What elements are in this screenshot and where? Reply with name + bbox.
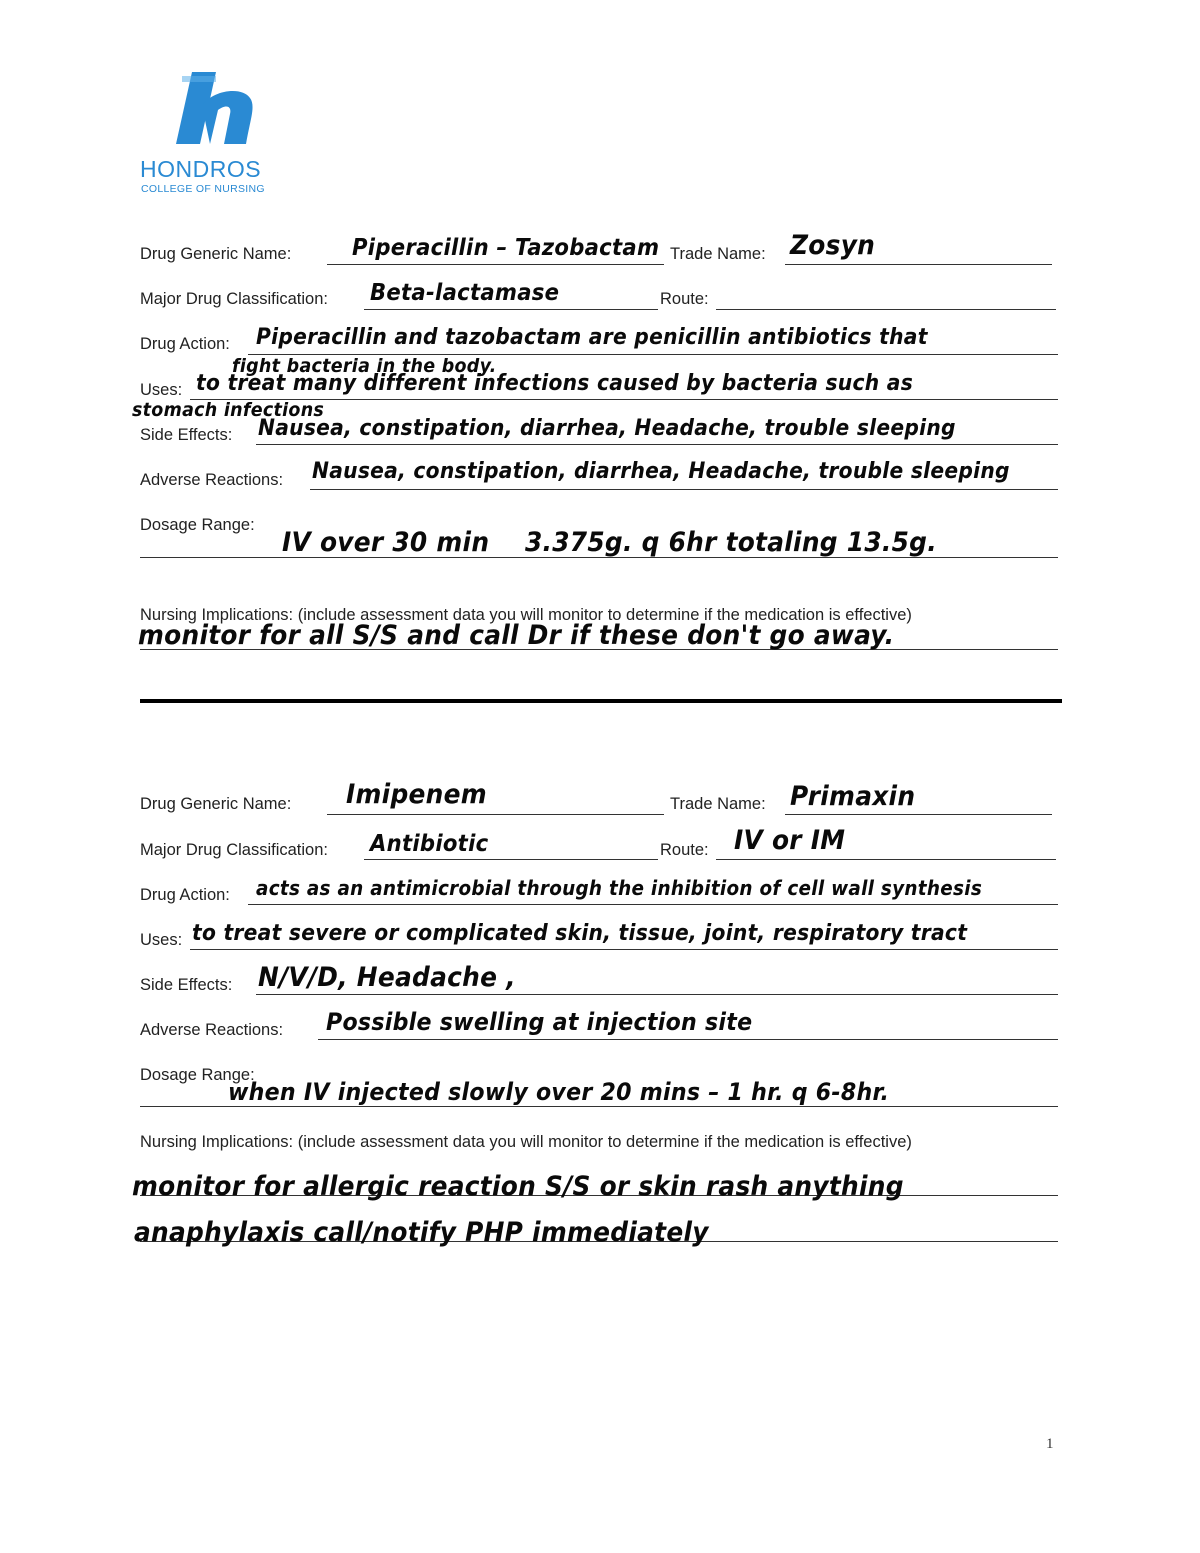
generic-name-line xyxy=(327,264,664,265)
trade-name-value: Primaxin xyxy=(790,781,916,812)
dosage-line xyxy=(140,1106,1058,1107)
college-logo xyxy=(140,70,285,195)
route-line xyxy=(716,309,1056,310)
page-number: 1 xyxy=(1046,1436,1054,1452)
uses-label: Uses: xyxy=(140,931,183,949)
adverse-label: Adverse Reactions: xyxy=(140,471,284,489)
classification-label: Major Drug Classification: xyxy=(140,290,328,308)
classification-line xyxy=(364,309,658,310)
adverse-value: Possible swelling at injection site xyxy=(326,1008,753,1036)
classification-value: Antibiotic xyxy=(370,831,489,857)
route-label: Route: xyxy=(660,841,709,859)
trade-name-line xyxy=(785,264,1052,265)
adverse-label: Adverse Reactions: xyxy=(140,1021,284,1039)
nursing-value-line2: anaphylaxis call/notify PHP immediately xyxy=(134,1217,709,1248)
side-effects-value: N/V/D, Headache , xyxy=(258,962,516,993)
side-effects-label: Side Effects: xyxy=(140,976,233,994)
dosage-value: IV over 30 min 3.375g. q 6hr totaling 13.5g. xyxy=(282,527,937,558)
trade-name-value: Zosyn xyxy=(790,230,876,261)
generic-name-label: Drug Generic Name: xyxy=(140,795,292,813)
uses-value-line2: stomach infections xyxy=(132,399,325,421)
nursing-value: monitor for all S/S and call Dr if these don't go away. xyxy=(138,620,895,651)
uses-line xyxy=(190,949,1058,950)
route-value: IV or IM xyxy=(734,825,846,856)
logo-name: HONDROS xyxy=(140,156,262,182)
trade-name-label: Trade Name: xyxy=(670,795,766,813)
side-effects-line xyxy=(256,994,1058,995)
classification-value: Beta-lactamase xyxy=(370,280,560,306)
action-value-line1: Piperacillin and tazobactam are penicillin antibiotics that xyxy=(256,325,928,350)
uses-value-line1: to treat many different infections caused by bacteria such as xyxy=(196,371,914,396)
action-value: acts as an antimicrobial through the inhibition of cell wall synthesis xyxy=(256,876,983,900)
action-line xyxy=(248,904,1058,905)
action-label: Drug Action: xyxy=(140,335,230,353)
adverse-line xyxy=(318,1039,1058,1040)
generic-name-value: Imipenem xyxy=(346,779,487,810)
nursing-label: Nursing Implications: (include assessment data you will monitor to determine if the medication is effective) xyxy=(140,606,912,624)
section-divider xyxy=(140,699,1062,703)
dosage-value: when IV injected slowly over 20 mins – 1 hr. q 6-8hr. xyxy=(228,1078,890,1106)
nursing-label: Nursing Implications: (include assessment data you will monitor to determine if the medication is effective) xyxy=(140,1133,912,1151)
route-line xyxy=(716,859,1056,860)
side-effects-value: Nausea, constipation, diarrhea, Headache, trouble sleeping xyxy=(258,416,956,441)
uses-label: Uses: xyxy=(140,381,183,399)
side-effects-label: Side Effects: xyxy=(140,426,233,444)
nursing-value-line1: monitor for allergic reaction S/S or skin rash anything xyxy=(132,1171,904,1202)
action-label: Drug Action: xyxy=(140,886,230,904)
route-label: Route: xyxy=(660,290,709,308)
uses-value: to treat severe or complicated skin, tissue, joint, respiratory tract xyxy=(192,921,968,946)
side-effects-line xyxy=(256,444,1058,445)
adverse-line xyxy=(310,489,1058,490)
dosage-label: Dosage Range: xyxy=(140,1066,255,1084)
trade-name-line xyxy=(785,814,1052,815)
classification-line xyxy=(364,859,658,860)
adverse-value: Nausea, constipation, diarrhea, Headache, trouble sleeping xyxy=(312,459,1010,484)
logo-subtitle: COLLEGE OF NURSING xyxy=(141,183,265,195)
generic-name-line xyxy=(327,814,664,815)
generic-name-label: Drug Generic Name: xyxy=(140,245,292,263)
hondros-h-logo-icon xyxy=(172,70,282,150)
classification-label: Major Drug Classification: xyxy=(140,841,328,859)
dosage-label: Dosage Range: xyxy=(140,516,255,534)
trade-name-label: Trade Name: xyxy=(670,245,766,263)
action-value-line2: fight bacteria in the body. xyxy=(232,355,497,377)
generic-name-value: Piperacillin – Tazobactam xyxy=(352,235,660,261)
